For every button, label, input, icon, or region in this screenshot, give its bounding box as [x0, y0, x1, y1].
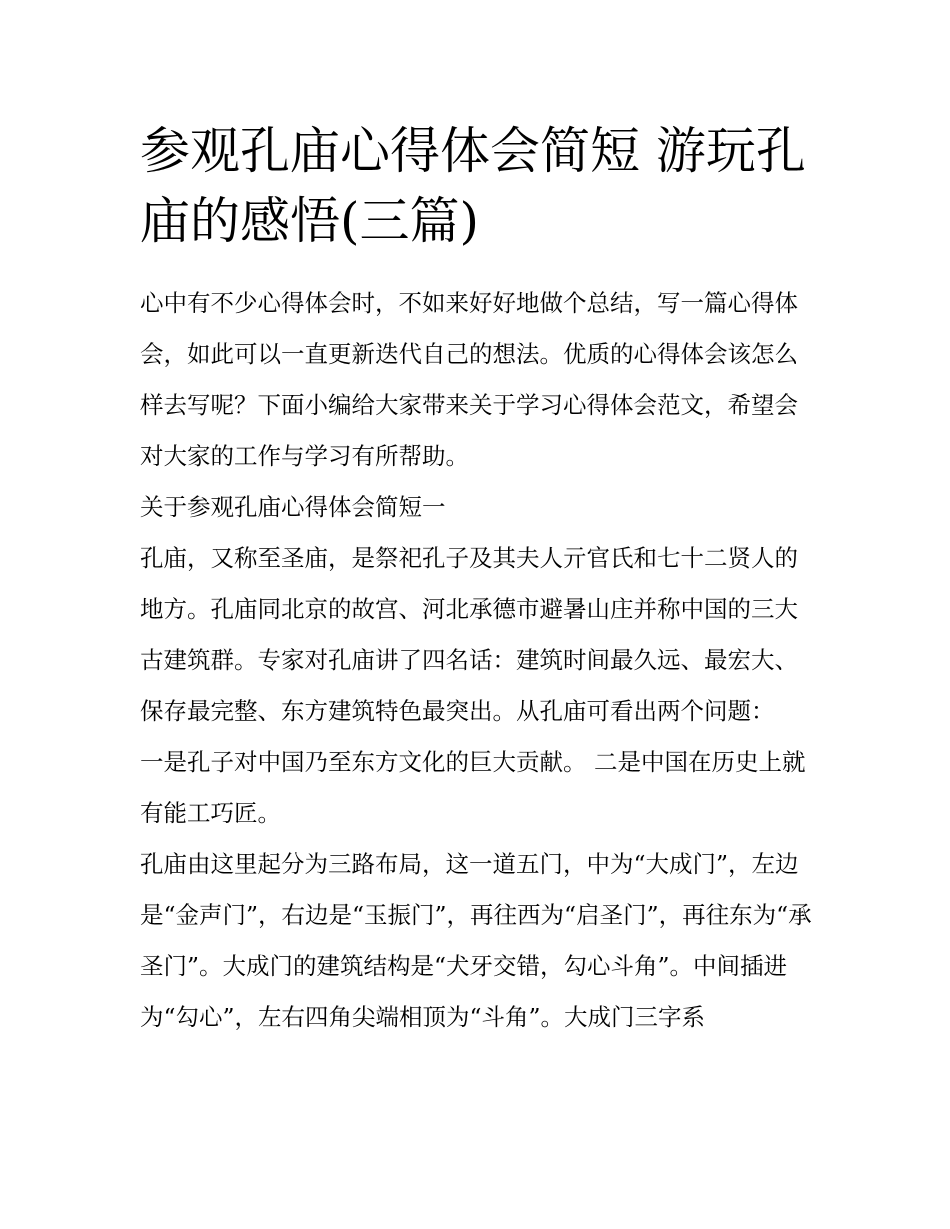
document-body: [140, 278, 815, 1043]
body-paragraph: 孔庙，又称至圣庙，是祭祀孔子及其夫人亓官氏和七十二贤人的地方。孔庙同北京的故宫、河北承德市避暑山庄并称中国的三大古建筑群。专家对孔庙讲了四名话：建筑时间最久远、最宏大、保存最完整、东方建筑特色最突出。从孔庙可看出两个问题：: [140, 544, 798, 725]
body-paragraph: 孔庙由这里起分为三路布局，这一道五门，中为“大成门”，左边是“金声门”，右边是“玉振门”，再往西为“启圣门”，再往东为“承圣门”。大成门的建筑结构是“犬牙交错，勾心斗角”。中间插进为“勾心”，左右四角尖端相顶为“斗角”。大成门三字系: [140, 850, 812, 1031]
body-paragraph: 一是孔子对中国乃至东方文化的巨大贡献。 二是中国在历史上就有能工巧匠。: [140, 748, 806, 827]
intro-paragraph: 心中有不少心得体会时，不如来好好地做个总结，写一篇心得体会，如此可以一直更新迭代自己的想法。优质的心得体会该怎么样去写呢？下面小编给大家带来关于学习心得体会范文，希望会对大家的工作与学习有所帮助。: [140, 289, 798, 470]
section-heading: 关于参观孔庙心得体会简短一: [140, 493, 446, 521]
document-title: 参观孔庙心得体会简短 游玩孔庙的感悟(三篇): [140, 122, 806, 250]
